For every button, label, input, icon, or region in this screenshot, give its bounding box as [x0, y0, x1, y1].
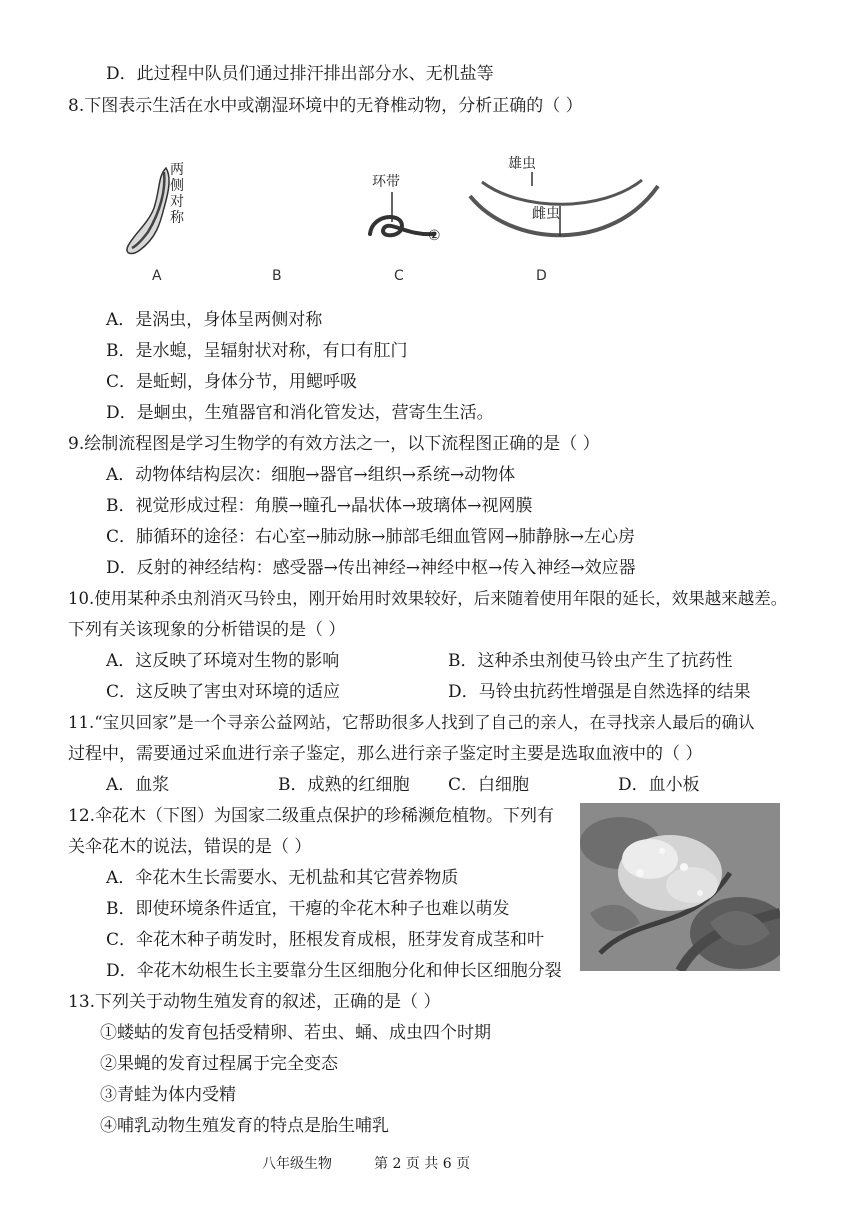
q13-item-4: ④哺乳动物生殖发育的特点是胎生哺乳: [100, 1116, 389, 1136]
q10-option-d: D．马铃虫抗药性增强是自然选择的结果: [448, 682, 751, 702]
q10-option-a: A．这反映了环境对生物的影响: [106, 651, 340, 671]
q12-stem-line1: 12.伞花木（下图）为国家二级重点保护的珍稀濒危植物。下列有: [68, 806, 555, 826]
q12-option-a: A．伞花木生长需要水、无机盐和其它营养物质: [106, 868, 459, 888]
q12-option-c: C．伞花木种子萌发时，胚根发育成根，胚芽发育成茎和叶: [106, 930, 545, 950]
q10-stem-line1: 10.使用某种杀虫剂消灭马铃虫，刚开始用时效果较好，后来随着使用年限的延长，效果越来越差。: [68, 589, 788, 608]
q8-figure-d-bottom-text: 雌虫: [532, 206, 560, 222]
q9-stem: 9.绘制流程图是学习生物学的有效方法之一，以下流程图正确的是（ ）: [68, 434, 600, 454]
q8-figure-c-mark: ②: [428, 228, 441, 244]
q8-option-a: A．是涡虫，身体呈两侧对称: [106, 310, 323, 330]
q8-stem: 8.下图表示生活在水中或潮湿环境中的无脊椎动物，分析正确的（ ）: [68, 96, 583, 116]
q13-item-1: ①蝼蛄的发育包括受精卵、若虫、蛹、成虫四个时期: [100, 1023, 491, 1043]
q8-figure-label-a: A: [152, 268, 162, 284]
footer-subject: 八年级生物: [262, 1156, 332, 1172]
q12-option-d: D．伞花木幼根生长主要靠分生区细胞分化和伸长区细胞分裂: [106, 961, 562, 981]
q11-option-b: B．成熟的红细胞: [278, 775, 410, 795]
q10-option-b: B．这种杀虫剂使马铃虫产生了抗药性: [448, 651, 733, 671]
q10-stem-line2: 下列有关该现象的分析错误的是（ ）: [68, 620, 346, 640]
q9-option-b: B．视觉形成过程：角膜→瞳孔→晶状体→玻璃体→视网膜: [106, 496, 533, 516]
q8-figure-a-text: 两 侧 对 称: [170, 162, 184, 226]
q8-figure-d-top-text: 雄虫: [508, 156, 536, 172]
q9-option-a: A．动物体结构层次：细胞→器官→组织→系统→动物体: [106, 465, 516, 485]
q8-option-c: C．是蚯蚓，身体分节，用鳃呼吸: [106, 372, 358, 392]
q9-option-d: D．反射的神经结构：感受器→传出神经→神经中枢→传入神经→效应器: [106, 558, 636, 578]
footer-page-number: 第 2 页 共 6 页: [374, 1156, 471, 1172]
q13-stem: 13.下列关于动物生殖发育的叙述，正确的是（ ）: [68, 992, 441, 1012]
q8-figure-label-c: C: [394, 268, 404, 284]
q8-figure: [100, 150, 660, 290]
q11-option-c: C．白细胞: [448, 775, 530, 795]
q11-option-a: A．血浆: [106, 775, 170, 795]
q13-item-2: ②果蝇的发育过程属于完全变态: [100, 1054, 338, 1074]
q13-item-3: ③青蛙为体内受精: [100, 1085, 236, 1105]
q7-option-d: D．此过程中队员们通过排汗排出部分水、无机盐等: [106, 64, 494, 84]
q8-figure-label-b: B: [272, 268, 282, 284]
q11-option-d: D．血小板: [618, 775, 700, 795]
q8-figure-label-d: D: [536, 268, 547, 284]
roundworm-illustration: [462, 152, 662, 252]
q12-option-b: B．即使环境条件适宜，干瘪的伞花木种子也难以萌发: [106, 899, 510, 919]
q9-option-c: C．肺循环的途径：右心室→肺动脉→肺部毛细血管网→肺静脉→左心房: [106, 527, 635, 547]
q8-figure-c-text: 环带: [372, 174, 400, 190]
q8-option-d: D．是蛔虫，生殖器官和消化管发达，营寄生生活。: [106, 403, 494, 423]
q12-stem-line2: 关伞花木的说法，错误的是（ ）: [68, 837, 312, 857]
q8-option-b: B．是水螅，呈辐射状对称，有口有肛门: [106, 341, 408, 361]
q10-option-c: C．这反映了害虫对环境的适应: [106, 682, 341, 702]
q11-stem-line1: 11.“宝贝回家”是一个寻亲公益网站，它帮助很多人找到了自己的亲人，在寻找亲人最后的确认: [68, 713, 755, 732]
plant-photo: [580, 803, 780, 971]
q11-stem-line2: 过程中，需要通过采血进行亲子鉴定，那么进行亲子鉴定时主要是选取血液中的（ ）: [68, 744, 703, 764]
